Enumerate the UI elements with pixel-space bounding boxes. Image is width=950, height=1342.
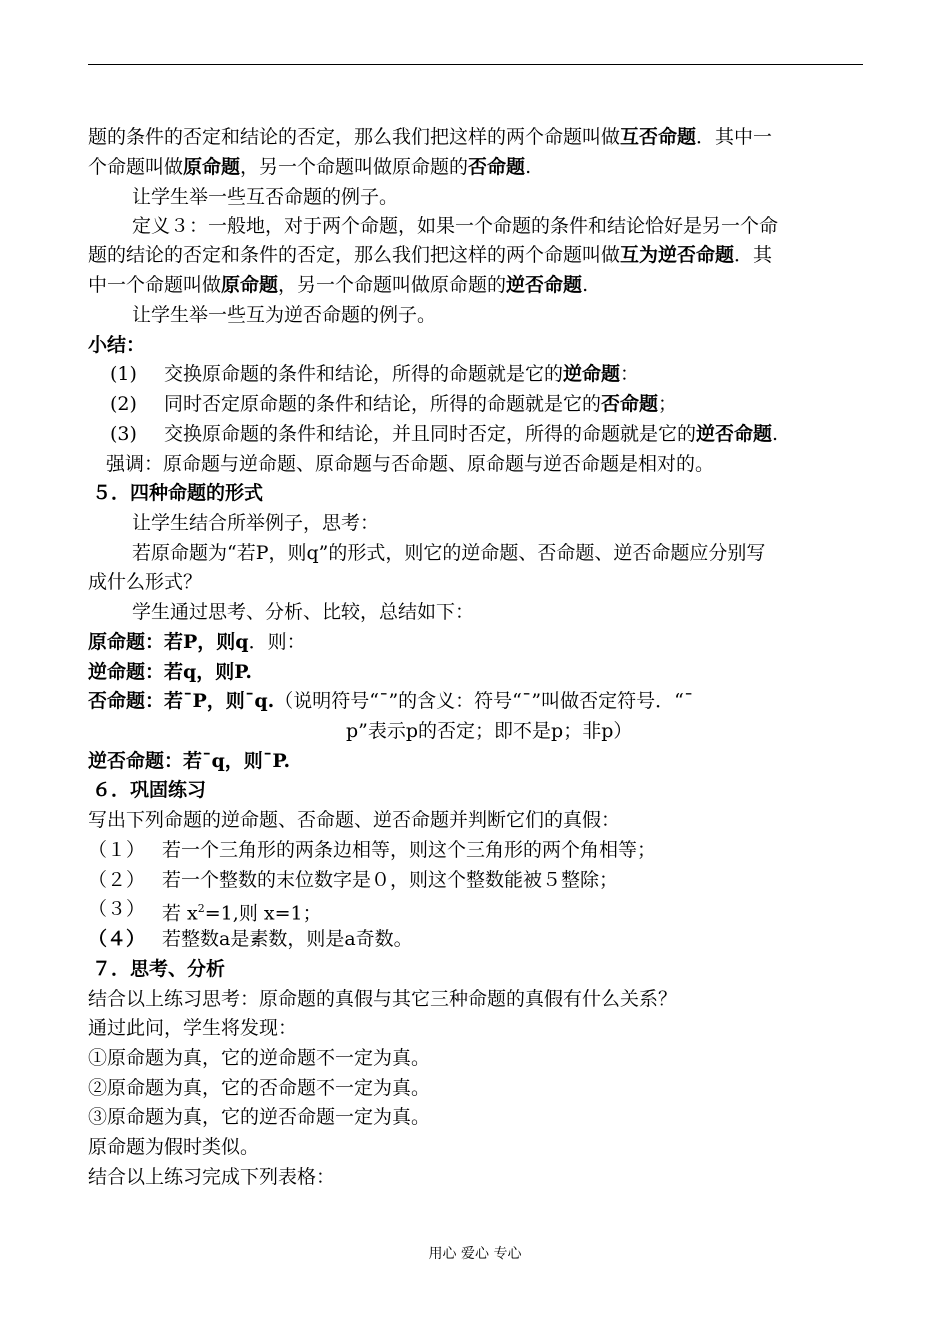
paragraph-line: 成什么形式？	[88, 571, 203, 593]
text-run: ，另一个命题叫做原命题的	[278, 274, 507, 296]
item-number: （４）	[88, 928, 146, 950]
section-6-heading: ６．巩固练习	[92, 779, 207, 801]
form-inverse	[88, 686, 693, 716]
text-run: 题的结论的否定和条件的否定，那么我们把这样的两个命题叫做	[88, 244, 621, 266]
term-bold: 逆命题	[563, 363, 621, 385]
paragraph-line: 结合以上练习思考：原命题的真假与其它三种命题的真假有什么关系？	[88, 988, 678, 1010]
negation-symbol-icon: ¯	[683, 690, 694, 712]
superscript: 2	[197, 902, 205, 915]
emphasis-line: 强调：原命题与逆命题、原命题与否命题、原命题与逆否命题是相对的。	[106, 453, 715, 475]
paragraph-line: 通过此问，学生将发现：	[88, 1017, 298, 1039]
paragraph-line: p”表示p的否定；即不是p；非p）	[346, 720, 633, 742]
text-run: 交换原命题的条件和结论，所得的命题就是它的	[164, 363, 564, 385]
term-bold: P，则	[192, 690, 245, 712]
text-run: ；	[658, 393, 678, 415]
text-run: 若整数a是素数，则是a奇数。	[162, 928, 413, 950]
term-bold: 逆否命题	[696, 423, 773, 445]
form-original	[88, 627, 306, 657]
form-contrapositive	[88, 746, 290, 776]
negation-symbol-icon: ¯	[244, 690, 255, 712]
page-footer: 用心 爱心 专心	[428, 1246, 522, 1262]
term-bold: 互否命题	[620, 126, 697, 148]
term-bold: 原命题	[183, 156, 241, 178]
paragraph-line	[88, 152, 531, 182]
text-run: 个命题叫做	[88, 156, 184, 178]
item-number: (3)	[110, 423, 137, 445]
term-bold: 原命题：若P，则q	[88, 631, 249, 653]
paragraph-line	[88, 122, 772, 152]
paragraph-line: 写出下列命题的逆命题、否命题、逆否命题并判断它们的真假：	[88, 809, 621, 831]
text-run: ”的含义：符号“	[388, 690, 522, 712]
term-bold: 原命题	[221, 274, 279, 296]
item-number: （２）	[88, 869, 146, 891]
text-run: ，另一个命题叫做原命题的	[240, 156, 469, 178]
conclusion-line: ③原命题为真，它的逆否命题一定为真。	[88, 1106, 431, 1128]
header-rule	[88, 64, 863, 65]
term-bold: 互为逆否命题	[620, 244, 735, 266]
item-number: （１）	[88, 839, 146, 861]
summary-heading: 小结：	[88, 334, 146, 356]
text-run: ．则：	[248, 631, 306, 653]
negation-symbol-icon: ¯	[262, 750, 273, 772]
item-number: （３）	[88, 898, 146, 920]
negation-symbol-icon: ¯	[521, 690, 532, 712]
text-run: 同时否定原命题的条件和结论，所得的命题就是它的	[164, 393, 602, 415]
text-run: 题的条件的否定和结论的否定，那么我们把这样的两个命题叫做	[88, 126, 621, 148]
item-number: (1)	[110, 363, 137, 385]
definition-3-line: 定义３：一般地，对于两个命题，如果一个命题的条件和结论恰好是另一个命	[132, 215, 779, 237]
negation-symbol-icon: ¯	[202, 750, 212, 772]
text-run: 若一个三角形的两条边相等，则这个三角形的两个角相等；	[162, 839, 657, 861]
section-5-heading: ５．四种命题的形式	[92, 482, 264, 504]
form-converse: 逆命题：若q，则P.	[88, 661, 253, 683]
text-run: 若 x	[162, 902, 198, 925]
paragraph-line: 若原命题为“若P，则q”的形式，则它的逆命题、否命题、逆否命题应分别写	[132, 542, 766, 564]
text-run: ．其中一	[696, 126, 773, 148]
item-number: (2)	[110, 393, 137, 415]
paragraph-line: 让学生举一些互否命题的例子。	[132, 186, 399, 208]
term-bold: 否命题	[468, 156, 526, 178]
text-run: （说明符号“	[274, 690, 379, 712]
section-7-heading: ７．思考、分析	[92, 958, 226, 980]
text-run: .	[582, 274, 589, 296]
paragraph-line	[88, 240, 772, 270]
text-run: 若一个整数的末位数字是０，则这个整数能被５整除；	[162, 869, 619, 891]
term-bold: 逆否命题	[506, 274, 583, 296]
term-bold: P.	[272, 750, 291, 772]
text-run: ：	[620, 363, 640, 385]
paragraph-line: 学生通过思考、分析、比较，总结如下：	[132, 601, 475, 623]
text-run: =1,则 x=1；	[204, 902, 322, 925]
text-run: 中一个命题叫做	[88, 274, 222, 296]
text-run: 交换原命题的条件和结论，并且同时否定，所得的命题就是它的	[164, 423, 697, 445]
text-run: .	[772, 423, 779, 445]
paragraph-line	[88, 270, 588, 300]
term-bold: q，则	[211, 750, 263, 772]
term-bold: 否命题	[601, 393, 659, 415]
text-run: .	[525, 156, 532, 178]
term-bold: q.	[254, 690, 275, 712]
text-run: ”叫做否定符号．“	[531, 690, 684, 712]
conclusion-line: ②原命题为真，它的否命题不一定为真。	[88, 1077, 431, 1099]
negation-symbol-icon: ¯	[183, 690, 193, 712]
paragraph-line: 原命题为假时类似。	[88, 1136, 260, 1158]
negation-symbol-icon: ¯	[378, 690, 389, 712]
paragraph-line: 让学生结合所举例子，思考：	[132, 512, 380, 534]
conclusion-line: ①原命题为真，它的逆命题不一定为真。	[88, 1047, 431, 1069]
term-bold: 否命题：若	[88, 690, 184, 712]
paragraph-line: 结合以上练习完成下列表格：	[88, 1166, 336, 1188]
text-run: ．其	[734, 244, 773, 266]
term-bold: 逆否命题：若	[88, 750, 203, 772]
paragraph-line: 让学生举一些互为逆否命题的例子。	[132, 304, 437, 326]
